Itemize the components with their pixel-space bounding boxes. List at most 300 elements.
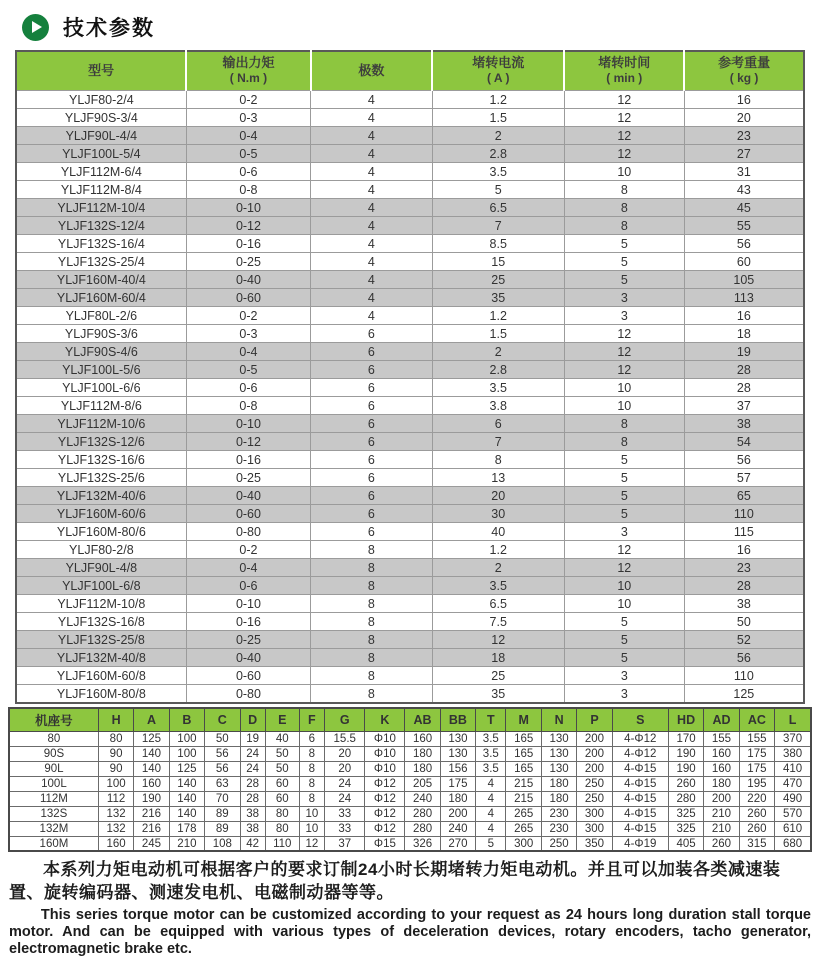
table-cell: 170 (668, 731, 703, 746)
table-cell: 112 (98, 791, 133, 806)
table-cell: Φ12 (365, 791, 405, 806)
table-cell: 8 (311, 559, 432, 577)
table-cell: YLJF90L-4/8 (16, 559, 186, 577)
table-row (16, 523, 804, 541)
table-cell: 3.5 (432, 379, 564, 397)
table-cell: 7 (432, 433, 564, 451)
dimension-table-header-row (9, 708, 811, 732)
table-cell: 0-10 (186, 595, 311, 613)
dimension-col-header: T (476, 708, 506, 732)
table-cell: 156 (440, 761, 475, 776)
table-cell: 570 (775, 806, 811, 821)
table-cell: 10 (564, 577, 684, 595)
table-cell: 0-10 (186, 415, 311, 433)
table-cell: 0-5 (186, 361, 311, 379)
table-cell: 6 (311, 343, 432, 361)
table-cell: Φ10 (365, 746, 405, 761)
table-cell: 115 (684, 523, 804, 541)
table-cell: 4 (476, 806, 506, 821)
table-cell: 56 (684, 235, 804, 253)
table-cell: YLJF132S-16/8 (16, 613, 186, 631)
table-cell: YLJF160M-60/8 (16, 667, 186, 685)
table-cell: 0-80 (186, 685, 311, 703)
table-cell: 8 (311, 667, 432, 685)
table-cell: 0-25 (186, 253, 311, 271)
table-cell: 27 (684, 145, 804, 163)
table-cell: 3.5 (476, 746, 506, 761)
table-cell: 300 (577, 806, 612, 821)
table-cell: 3.8 (432, 397, 564, 415)
dimension-col-header: H (98, 708, 133, 732)
table-cell: 108 (205, 836, 240, 851)
table-cell: 160 (98, 836, 133, 851)
table-cell: Φ12 (365, 776, 405, 791)
table-cell: 265 (506, 806, 541, 821)
table-cell: 180 (704, 776, 739, 791)
table-cell: 405 (668, 836, 703, 851)
table-cell: 175 (739, 746, 774, 761)
dimension-col-header: C (205, 708, 240, 732)
table-cell: 1.2 (432, 307, 564, 325)
table-cell: 13 (432, 469, 564, 487)
table-cell: 6 (311, 523, 432, 541)
table-cell: 8 (299, 791, 324, 806)
table-cell: YLJF160M-60/6 (16, 505, 186, 523)
table-cell: 130 (541, 731, 576, 746)
table-cell: 0-80 (186, 523, 311, 541)
table-cell: 0-16 (186, 451, 311, 469)
table-cell: 5 (564, 649, 684, 667)
table-row (16, 91, 804, 109)
table-cell: YLJF90S-3/6 (16, 325, 186, 343)
table-row (16, 181, 804, 199)
table-cell: 0-10 (186, 199, 311, 217)
table-cell: 216 (134, 821, 169, 836)
table-row (16, 163, 804, 181)
dimension-table-body (9, 731, 811, 851)
table-cell: 680 (775, 836, 811, 851)
table-cell: 178 (169, 821, 204, 836)
table-cell: 1.5 (432, 325, 564, 343)
table-cell: Φ12 (365, 821, 405, 836)
table-cell: YLJF100L-5/4 (16, 145, 186, 163)
table-cell: YLJF160M-80/8 (16, 685, 186, 703)
table-cell: 350 (577, 836, 612, 851)
table-cell: YLJF112M-10/4 (16, 199, 186, 217)
table-cell: 80 (98, 731, 133, 746)
table-cell: 100L (9, 776, 98, 791)
table-cell: 40 (265, 731, 299, 746)
dimension-col-header: AB (405, 708, 440, 732)
table-cell: 8 (311, 649, 432, 667)
table-cell: 130 (440, 731, 475, 746)
table-cell: 4 (311, 163, 432, 181)
table-cell: 50 (205, 731, 240, 746)
table-cell: 4 (311, 181, 432, 199)
table-cell: 180 (541, 776, 576, 791)
col-header-model (16, 51, 186, 91)
table-cell: 4-Φ19 (612, 836, 668, 851)
table-cell: 7.5 (432, 613, 564, 631)
table-cell: 6 (311, 469, 432, 487)
table-cell: 8 (311, 613, 432, 631)
table-cell: 130 (541, 746, 576, 761)
table-cell: 20 (432, 487, 564, 505)
table-row (16, 433, 804, 451)
table-cell: 4-Φ15 (612, 806, 668, 821)
table-cell: 200 (577, 761, 612, 776)
table-cell: 3 (564, 289, 684, 307)
table-cell: 3 (564, 307, 684, 325)
table-cell: 4-Φ15 (612, 761, 668, 776)
dimension-col-header: S (612, 708, 668, 732)
table-cell: 31 (684, 163, 804, 181)
page-title: 技术参数 (63, 17, 155, 40)
table-cell: 12 (564, 325, 684, 343)
table-cell: 160 (405, 731, 440, 746)
col-header-label: 型号 (88, 62, 115, 78)
table-cell: 140 (134, 746, 169, 761)
table-cell: YLJF112M-6/4 (16, 163, 186, 181)
table-cell: 6 (311, 415, 432, 433)
table-row (16, 235, 804, 253)
table-cell: 6 (311, 451, 432, 469)
table-cell: 280 (405, 806, 440, 821)
table-cell: YLJF80-2/4 (16, 91, 186, 109)
table-cell: 5 (564, 505, 684, 523)
table-cell: 5 (564, 253, 684, 271)
dimension-col-header: B (169, 708, 204, 732)
table-cell: YLJF132M-40/6 (16, 487, 186, 505)
table-cell: 5 (564, 487, 684, 505)
table-cell: 35 (432, 289, 564, 307)
table-cell: 20 (324, 746, 365, 761)
table-cell: 190 (668, 761, 703, 776)
table-cell: 4 (311, 253, 432, 271)
table-cell: 160 (704, 746, 739, 761)
table-cell: 4 (311, 91, 432, 109)
table-cell: 215 (506, 776, 541, 791)
table-cell: 5 (564, 631, 684, 649)
table-cell: 90S (9, 746, 98, 761)
table-cell: 56 (684, 649, 804, 667)
table-cell: 6 (432, 415, 564, 433)
dimension-col-header: M (506, 708, 541, 732)
table-row (9, 776, 811, 791)
table-cell: 38 (684, 595, 804, 613)
table-cell: 16 (684, 541, 804, 559)
table-cell: 125 (169, 761, 204, 776)
table-cell: 50 (265, 761, 299, 776)
table-cell: YLJF160M-80/6 (16, 523, 186, 541)
table-row (16, 127, 804, 145)
table-cell: 28 (684, 361, 804, 379)
table-cell: 43 (684, 181, 804, 199)
table-cell: 190 (134, 791, 169, 806)
table-cell: 56 (205, 761, 240, 776)
table-cell: 0-6 (186, 379, 311, 397)
table-cell: 195 (739, 776, 774, 791)
table-cell: 6 (311, 325, 432, 343)
table-cell: 10 (564, 397, 684, 415)
table-cell: 2 (432, 127, 564, 145)
table-row (16, 289, 804, 307)
table-cell: 24 (240, 746, 265, 761)
table-cell: 24 (240, 761, 265, 776)
table-cell: 40 (432, 523, 564, 541)
table-cell: 200 (577, 731, 612, 746)
table-cell: 0-60 (186, 667, 311, 685)
table-cell: 270 (440, 836, 475, 851)
table-cell: 4 (311, 145, 432, 163)
table-cell: 155 (739, 731, 774, 746)
table-cell: 0-4 (186, 559, 311, 577)
table-cell: YLJF100L-6/8 (16, 577, 186, 595)
table-cell: 5 (476, 836, 506, 851)
table-cell: 155 (704, 731, 739, 746)
table-cell: 45 (684, 199, 804, 217)
table-cell: 24 (324, 791, 365, 806)
table-row (9, 746, 811, 761)
table-cell: 4 (311, 289, 432, 307)
table-cell: 90 (98, 746, 133, 761)
table-cell: 3.5 (476, 731, 506, 746)
table-cell: 37 (324, 836, 365, 851)
table-cell: 10 (564, 379, 684, 397)
table-cell: 165 (506, 731, 541, 746)
table-cell: 8 (299, 761, 324, 776)
table-cell: 8 (564, 181, 684, 199)
play-triangle-icon (32, 21, 42, 33)
table-cell: 112M (9, 791, 98, 806)
table-cell: 250 (541, 836, 576, 851)
table-cell: 54 (684, 433, 804, 451)
table-cell: 38 (684, 415, 804, 433)
table-cell: 8.5 (432, 235, 564, 253)
table-cell: 60 (265, 791, 299, 806)
table-row (16, 613, 804, 631)
table-cell: 100 (169, 746, 204, 761)
table-cell: 12 (564, 343, 684, 361)
dimension-col-header: L (775, 708, 811, 732)
table-cell: 0-2 (186, 307, 311, 325)
dimension-col-header: G (324, 708, 365, 732)
table-cell: 50 (684, 613, 804, 631)
table-cell: YLJF112M-8/4 (16, 181, 186, 199)
table-cell: 23 (684, 127, 804, 145)
table-cell: 3 (564, 685, 684, 703)
col-header-unit: ( kg ) (729, 71, 759, 86)
dimension-col-header: E (265, 708, 299, 732)
table-cell: 0-3 (186, 325, 311, 343)
col-header-label: 参考重量 (718, 55, 771, 70)
table-cell: 160 (134, 776, 169, 791)
table-cell: 0-12 (186, 217, 311, 235)
table-cell: 12 (564, 559, 684, 577)
table-row (16, 361, 804, 379)
table-cell: 0-3 (186, 109, 311, 127)
table-cell: 25 (432, 667, 564, 685)
table-cell: YLJF132M-40/8 (16, 649, 186, 667)
dimension-table (8, 707, 812, 853)
table-cell: Φ10 (365, 761, 405, 776)
table-cell: 260 (739, 806, 774, 821)
table-cell: YLJF100L-5/6 (16, 361, 186, 379)
table-cell: 0-40 (186, 271, 311, 289)
table-cell: 160 (704, 761, 739, 776)
table-cell: 55 (684, 217, 804, 235)
table-cell: 12 (564, 145, 684, 163)
table-cell: YLJF112M-10/6 (16, 415, 186, 433)
col-header-label: 极数 (358, 62, 385, 78)
col-header-unit: ( A ) (487, 71, 510, 86)
table-cell: 140 (134, 761, 169, 776)
table-cell: 28 (684, 577, 804, 595)
col-header-stall-current (432, 51, 564, 91)
table-row (16, 577, 804, 595)
table-cell: 0-2 (186, 541, 311, 559)
table-cell: 4 (311, 127, 432, 145)
table-cell: 0-60 (186, 505, 311, 523)
dimension-col-header: F (299, 708, 324, 732)
table-cell: 0-8 (186, 181, 311, 199)
table-cell: 20 (684, 109, 804, 127)
table-cell: 230 (541, 806, 576, 821)
table-row (9, 836, 811, 851)
note-english: This series torque motor can be customized according to your request as 24 hours long duration stall torque motor. And can be equipped with various types of deceleration devices, rotary encoders, tacho generator, electromagnetic brake etc. (9, 907, 811, 958)
table-cell: 42 (240, 836, 265, 851)
table-cell: 125 (134, 731, 169, 746)
table-row (9, 791, 811, 806)
table-cell: 8 (564, 433, 684, 451)
col-header-stall-time (564, 51, 684, 91)
table-cell: 1.2 (432, 541, 564, 559)
table-cell: 280 (668, 791, 703, 806)
table-cell: 6 (311, 433, 432, 451)
table-cell: 300 (506, 836, 541, 851)
table-cell: 10 (564, 163, 684, 181)
table-cell: 38 (240, 821, 265, 836)
table-cell: 2 (432, 343, 564, 361)
table-cell: 12 (564, 91, 684, 109)
table-cell: 245 (134, 836, 169, 851)
dimension-col-header: P (577, 708, 612, 732)
table-cell: 4 (476, 791, 506, 806)
table-cell: 2 (432, 559, 564, 577)
table-cell: 0-5 (186, 145, 311, 163)
table-cell: 89 (205, 821, 240, 836)
table-cell: 4 (311, 109, 432, 127)
table-cell: 370 (775, 731, 811, 746)
table-cell: 8 (564, 415, 684, 433)
table-cell: 180 (405, 761, 440, 776)
table-cell: 12 (564, 127, 684, 145)
table-cell: 0-12 (186, 433, 311, 451)
table-cell: 216 (134, 806, 169, 821)
table-row (16, 379, 804, 397)
table-cell: 4-Φ12 (612, 731, 668, 746)
table-cell: 175 (739, 761, 774, 776)
table-cell: 0-8 (186, 397, 311, 415)
table-cell: 1.5 (432, 109, 564, 127)
table-cell: 180 (405, 746, 440, 761)
table-cell: 250 (577, 776, 612, 791)
table-row (16, 649, 804, 667)
table-cell: 130 (541, 761, 576, 776)
table-cell: 215 (506, 791, 541, 806)
table-row (16, 307, 804, 325)
table-cell: 5 (564, 469, 684, 487)
table-cell: 30 (432, 505, 564, 523)
table-cell: 210 (704, 806, 739, 821)
table-cell: 90L (9, 761, 98, 776)
table-cell: 18 (432, 649, 564, 667)
table-cell: YLJF80L-2/6 (16, 307, 186, 325)
table-row (16, 325, 804, 343)
table-row (16, 271, 804, 289)
table-row (16, 253, 804, 271)
table-cell: 28 (240, 791, 265, 806)
table-cell: 610 (775, 821, 811, 836)
table-cell: 8 (311, 631, 432, 649)
col-header-unit: ( N.m ) (229, 71, 268, 86)
table-cell: 12 (564, 109, 684, 127)
table-cell: 0-6 (186, 163, 311, 181)
dimension-col-header: AC (739, 708, 774, 732)
table-cell: 130 (440, 746, 475, 761)
table-cell: 16 (684, 307, 804, 325)
table-cell: 60 (265, 776, 299, 791)
table-row (16, 685, 804, 703)
table-cell: 265 (506, 821, 541, 836)
table-cell: 6.5 (432, 199, 564, 217)
table-cell: YLJF100L-6/6 (16, 379, 186, 397)
table-cell: 132M (9, 821, 98, 836)
table-row (16, 469, 804, 487)
table-cell: 110 (684, 667, 804, 685)
table-cell: 132S (9, 806, 98, 821)
table-cell: YLJF132S-12/4 (16, 217, 186, 235)
table-cell: 110 (265, 836, 299, 851)
table-row (16, 631, 804, 649)
section-header (0, 0, 820, 50)
table-cell: 180 (440, 791, 475, 806)
table-cell: 200 (577, 746, 612, 761)
col-header-poles (311, 51, 432, 91)
table-cell: 6 (311, 505, 432, 523)
table-cell: 10 (299, 821, 324, 836)
table-cell: 140 (169, 806, 204, 821)
table-cell: 8 (311, 685, 432, 703)
table-cell: 80 (9, 731, 98, 746)
table-cell: 0-16 (186, 235, 311, 253)
col-header-label: 堵转电流 (472, 55, 525, 70)
table-cell: 5 (564, 613, 684, 631)
table-cell: 5 (564, 451, 684, 469)
table-cell: 140 (169, 791, 204, 806)
table-cell: 165 (506, 746, 541, 761)
table-cell: 220 (739, 791, 774, 806)
table-cell: 0-25 (186, 469, 311, 487)
table-cell: 0-6 (186, 577, 311, 595)
table-cell: 19 (240, 731, 265, 746)
table-cell: YLJF90S-3/4 (16, 109, 186, 127)
table-cell: 113 (684, 289, 804, 307)
table-cell: 8 (564, 217, 684, 235)
table-cell: 2.8 (432, 145, 564, 163)
table-cell: 12 (564, 361, 684, 379)
table-cell: 260 (668, 776, 703, 791)
